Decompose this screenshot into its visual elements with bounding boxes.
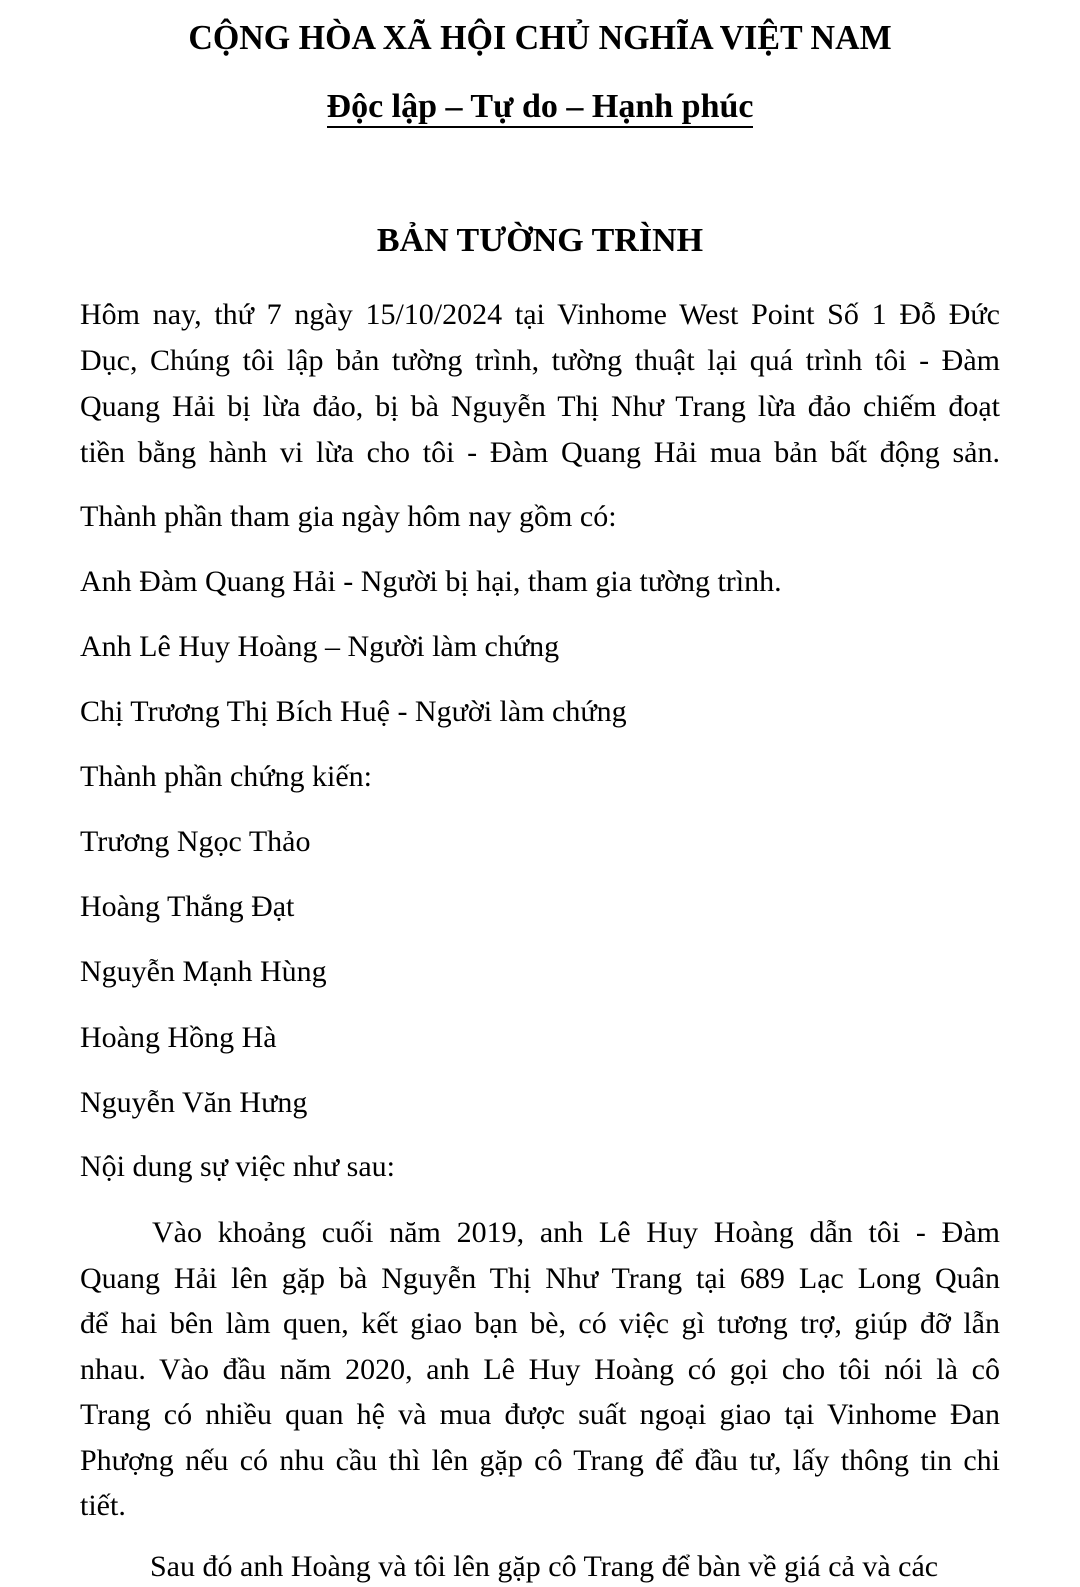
content-line: tiết. <box>80 1489 126 1522</box>
content-line: nhau. Vào đầu năm 2020, anh Lê Huy Hoàng có gọi cho tôi nói là cô <box>80 1352 1000 1386</box>
witness-item: Hoàng Hồng Hà <box>80 1021 277 1054</box>
content-line: Phượng nếu có nhu cầu thì lên gặp cô Trang để đầu tư, lấy thông tin chi <box>80 1443 1000 1477</box>
witness-item: Trương Ngọc Thảo <box>80 825 311 858</box>
nation-header: CỘNG HÒA XÃ HỘI CHỦ NGHĨA VIỆT NAM <box>188 18 892 57</box>
intro-line: Hôm nay, thứ 7 ngày 15/10/2024 tại Vinhome West Point Số 1 Đỗ Đức <box>80 298 1000 331</box>
document-title: BẢN TƯỜNG TRÌNH <box>376 222 704 259</box>
motto-text: Độc lập – Tự do – Hạnh phúc <box>327 88 754 128</box>
participant-item: Chị Trương Thị Bích Huệ - Người làm chứng <box>80 695 627 728</box>
motto <box>0 88 1080 126</box>
participant-item: Anh Đàm Quang Hải - Người bị hại, tham gia tường trình. <box>80 565 782 598</box>
witnesses-heading: Thành phần chứng kiến: <box>80 760 373 793</box>
witness-item: Nguyễn Mạnh Hùng <box>80 955 327 988</box>
intro-paragraph <box>80 292 1000 476</box>
content-paragraph <box>80 1210 1000 1529</box>
content-line: Trang có nhiều quan hệ và mua được suất ngoại giao tại Vinhome Đan <box>80 1398 1000 1431</box>
participants-heading: Thành phần tham gia ngày hôm nay gồm có: <box>80 500 617 533</box>
content-line: Vào khoảng cuối năm 2019, anh Lê Huy Hoàng dẫn tôi - Đàm <box>152 1216 1000 1249</box>
content-line: để hai bên làm quen, kết giao bạn bè, có việc gì tương trợ, giúp đỡ lẫn <box>80 1307 1000 1340</box>
cut-off-line: Sau đó anh Hoàng và tôi lên gặp cô Trang để bàn về giá cả và các <box>150 1550 939 1583</box>
participant-item: Anh Lê Huy Hoàng – Người làm chứng <box>80 630 560 663</box>
intro-line: Dục, Chúng tôi lập bản tường trình, tường thuật lại quá trình tôi - Đàm <box>80 344 1000 377</box>
content-heading: Nội dung sự việc như sau: <box>80 1150 395 1183</box>
witness-item: Nguyễn Văn Hưng <box>80 1086 308 1119</box>
intro-line: tiền bằng hành vi lừa cho tôi - Đàm Quang Hải mua bản bất động sản. <box>80 436 1000 469</box>
intro-line: Quang Hải bị lừa đảo, bị bà Nguyễn Thị Như Trang lừa đảo chiếm đoạt <box>80 390 1000 423</box>
witness-item: Hoàng Thắng Đạt <box>80 890 295 923</box>
content-line: Quang Hải lên gặp bà Nguyễn Thị Như Trang tại 689 Lạc Long Quân <box>80 1261 1000 1295</box>
